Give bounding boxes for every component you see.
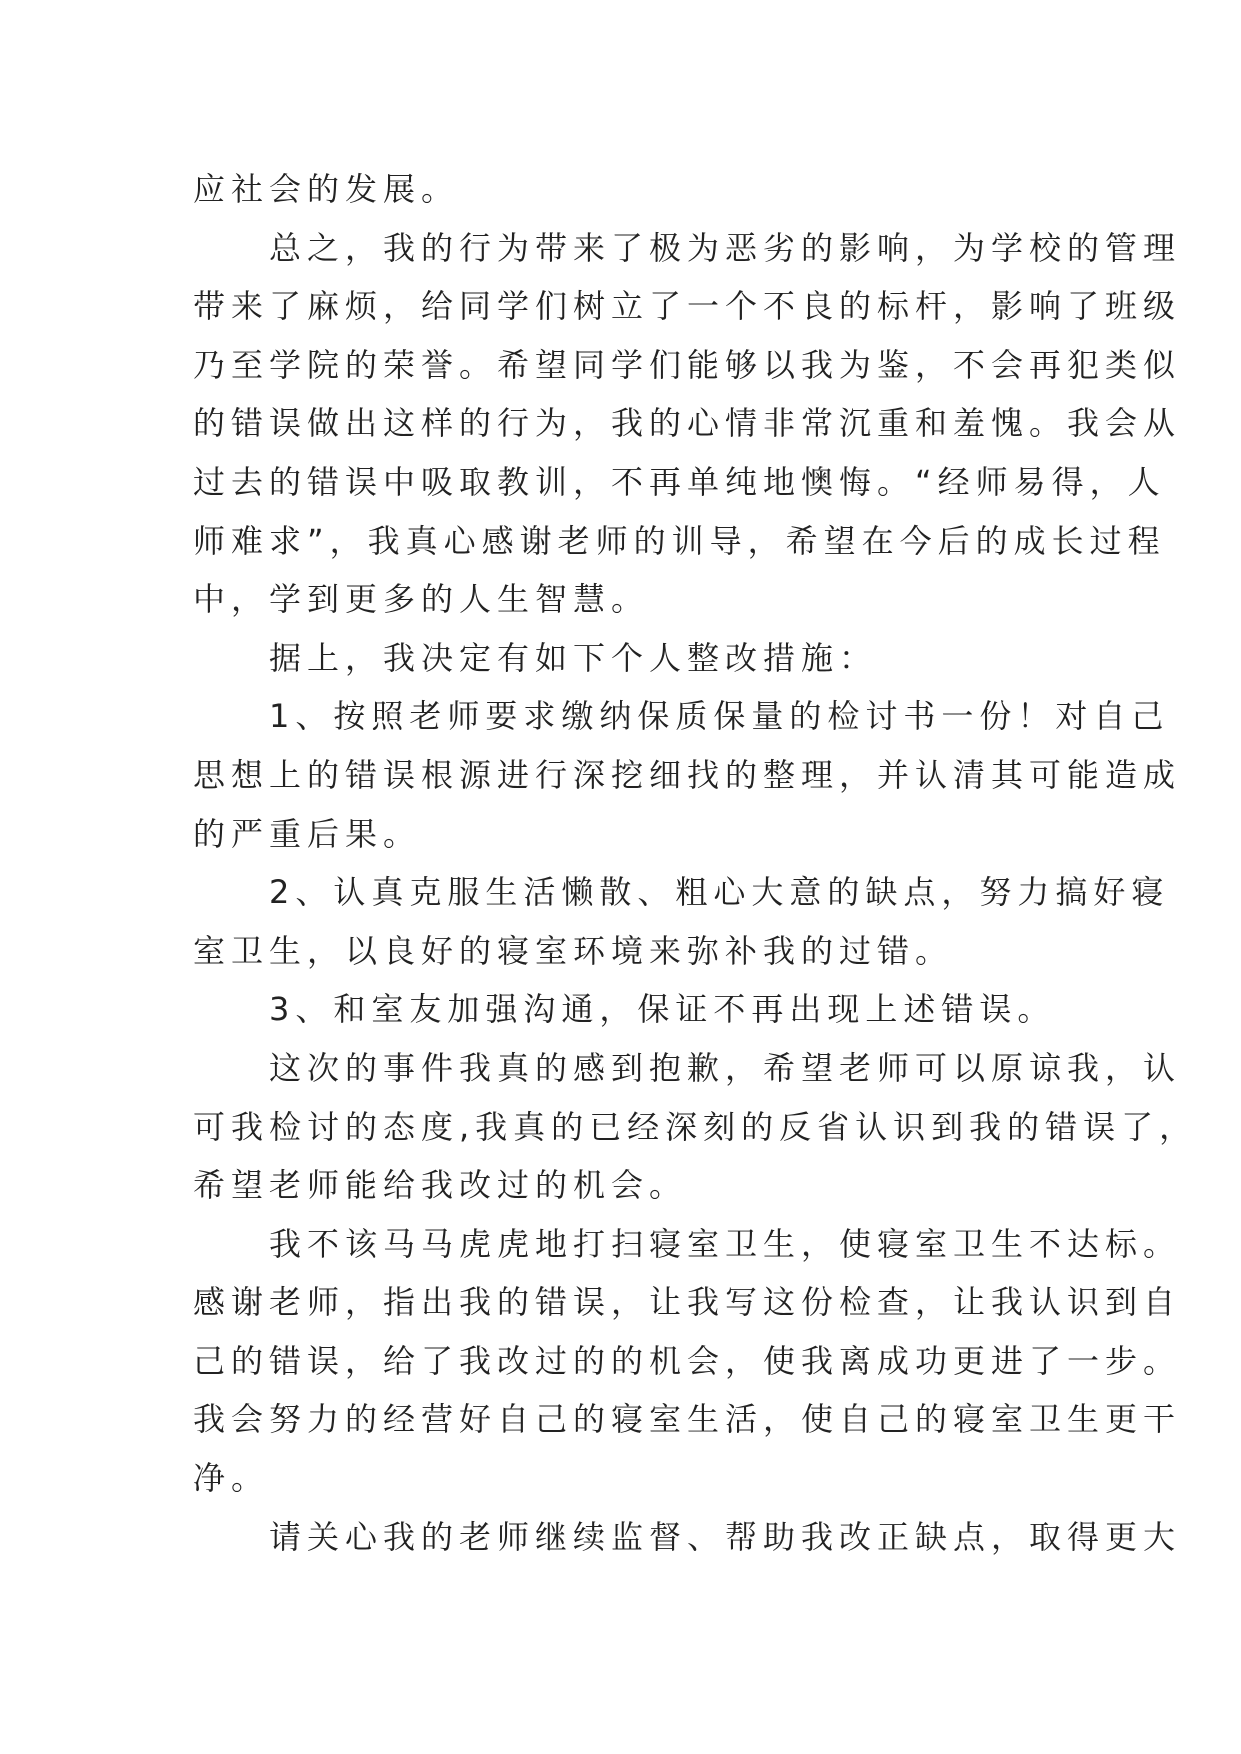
text-line: 过去的错误中吸取教训，不再单纯地懊悔。“经师易得，人 [193, 462, 1166, 501]
text-line: 据上，我决定有如下个人整改措施： [193, 638, 878, 677]
text-line: 我会努力的经营好自己的寝室生活，使自己的寝室卫生更干 [193, 1400, 1182, 1439]
text-line: 思想上的错误根源进行深挖细找的整理，并认清其可能造成 [193, 755, 1182, 794]
text-line: 可我检讨的态度,我真的已经深刻的反省认识到我的错误了， [193, 1107, 1198, 1146]
text-line: 的错误做出这样的行为，我的心情非常沉重和羞愧。我会从 [193, 404, 1182, 443]
text-line: 的严重后果。 [193, 814, 422, 853]
text-line: 己的错误，给了我改过的的机会，使我离成功更进了一步。 [193, 1341, 1182, 1380]
text-line: 1、按照老师要求缴纳保质保量的检讨书一份！对自己 [193, 697, 1170, 736]
text-line: 净。 [193, 1459, 270, 1498]
text-line: 带来了麻烦，给同学们树立了一个不良的标杆，影响了班级 [193, 287, 1182, 326]
text-line: 乃至学院的荣誉。希望同学们能够以我为鉴，不会再犯类似 [193, 345, 1182, 384]
text-line: 这次的事件我真的感到抱歉，希望老师可以原谅我，认 [193, 1048, 1182, 1087]
text-line: 应社会的发展。 [193, 170, 460, 208]
text-line: 师难求”，我真心感谢老师的训导，希望在今后的成长过程 [193, 521, 1166, 560]
text-line: 我不该马马虎虎地打扫寝室卫生，使寝室卫生不达标。 [193, 1224, 1182, 1263]
text-line: 3、和室友加强沟通，保证不再出现上述错误。 [193, 990, 1056, 1029]
text-line: 请关心我的老师继续监督、帮助我改正缺点，取得更大 [193, 1517, 1182, 1556]
body-text [193, 160, 1198, 1566]
text-line: 总之，我的行为带来了极为恶劣的影响，为学校的管理 [193, 228, 1182, 267]
text-line: 2、认真克服生活懒散、粗心大意的缺点，努力搞好寝 [193, 873, 1170, 912]
text-line: 中，学到更多的人生智慧。 [193, 580, 650, 619]
text-line: 感谢老师，指出我的错误，让我写这份检查，让我认识到自 [193, 1283, 1182, 1322]
text-line: 室卫生，以良好的寝室环境来弥补我的过错。 [193, 931, 954, 970]
text-line: 希望老师能给我改过的机会。 [193, 1166, 688, 1205]
